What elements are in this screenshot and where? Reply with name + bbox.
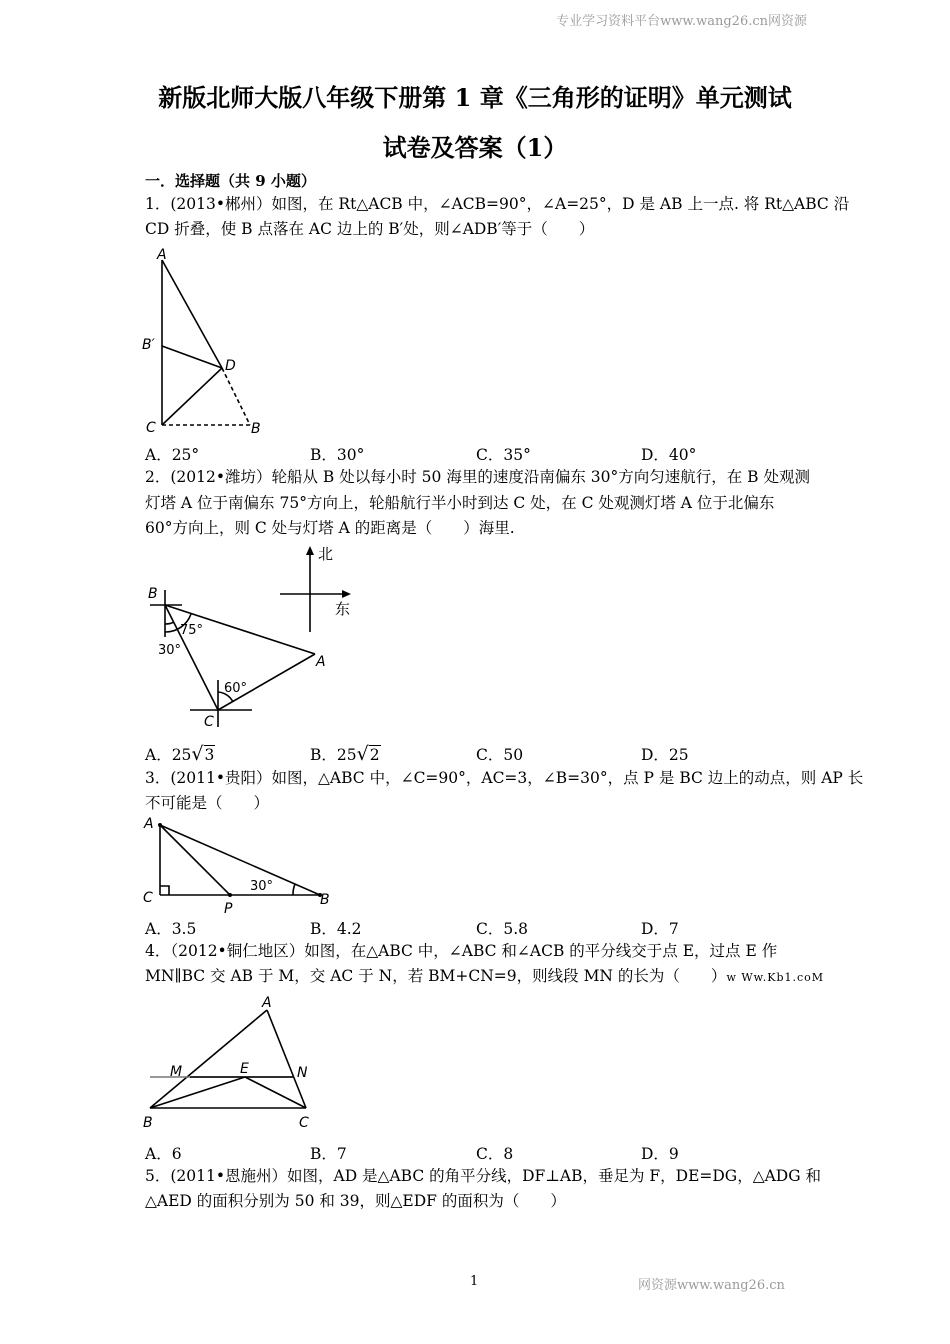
- q1-label-D: D: [225, 358, 236, 374]
- q2-label-C: C: [204, 714, 214, 730]
- q3-label-angle: 30°: [250, 879, 274, 894]
- east-arrowhead: [342, 590, 351, 598]
- q1-label-B: B: [251, 421, 261, 437]
- q2-text-line3: 60°方向上，则 C 处与灯塔 A 的距离是（ ）海里.: [145, 519, 515, 537]
- q4-option-a: A．6: [145, 1145, 182, 1163]
- q4-label-A: A: [262, 995, 272, 1011]
- q4-text-line2: [145, 966, 824, 988]
- section-heading: 一．选择题（共 9 小题）: [145, 172, 316, 190]
- q3-option-c: C．5.8: [476, 920, 529, 938]
- footer-watermark: 网资源www.wang26.cn: [638, 1278, 785, 1293]
- q2-option-d: D．25: [641, 746, 689, 764]
- q2-option-b: [310, 743, 381, 765]
- q2-text-line1: 2．(2012•潍坊）轮船从 B 处以每小时 50 海里的速度沿南偏东 30°方向匀速航行，在 B 处观测: [145, 468, 810, 486]
- q3-label-B: B: [320, 892, 330, 908]
- q4-figure: [140, 995, 330, 1135]
- q4-label-E: E: [240, 1061, 249, 1077]
- q1-text-line1: 1．(2013•郴州）如图，在 Rt△ACB 中，∠ACB=90°，∠A=25°，D 是 AB 上一点. 将 Rt△ABC 沿: [145, 195, 850, 213]
- q5-text-line1: 5．(2011•恩施州）如图，AD 是△ABC 的角平分线，DF⊥AB，垂足为 F，DE=DG，△ADG 和: [145, 1167, 822, 1185]
- q3-figure: [140, 812, 340, 917]
- q4-label-B: B: [143, 1115, 153, 1131]
- header-watermark: 专业学习资料平台www.wang26.cn网资源: [556, 14, 807, 29]
- page-title-line2: 试卷及答案（1）: [382, 133, 568, 162]
- q4-text-line2-main: MN∥BC 交 AB 于 M，交 AC 于 N，若 BM+CN=9，则线段 MN 的长为（ ）: [145, 967, 727, 985]
- page-number: 1: [470, 1274, 479, 1289]
- q1-option-a: A．25°: [145, 446, 200, 464]
- north-arrowhead: [306, 546, 314, 555]
- q1-text-line2: CD 折叠，使 B 点落在 AC 边上的 B′处，则∠ADB′等于（ ）: [145, 220, 595, 238]
- q4-label-M: M: [170, 1064, 183, 1080]
- q2-option-a: [145, 743, 215, 765]
- q3-label-A: A: [144, 816, 154, 832]
- q2-label-75: 75°: [180, 623, 204, 638]
- q4-label-N: N: [297, 1065, 308, 1081]
- q2-option-c: C．50: [476, 746, 524, 764]
- q2-option-b-radicand: 2: [369, 746, 380, 764]
- q3-point-P: [228, 893, 232, 897]
- q3-point-A: [158, 823, 162, 827]
- q3-text-line2: 不可能是（ ）: [145, 794, 270, 812]
- q1-option-c: C．35°: [476, 446, 531, 464]
- q3-option-b: B．4.2: [310, 920, 362, 938]
- q4-option-d: D．9: [641, 1145, 679, 1163]
- q3-label-P: P: [224, 901, 233, 917]
- q1-label-Bprime: B′: [142, 337, 155, 353]
- q2-label-A: A: [316, 654, 326, 670]
- q1-label-C: C: [146, 420, 156, 436]
- q4-option-c: C．8: [476, 1145, 514, 1163]
- q2-option-a-root: √3: [191, 743, 215, 765]
- q2-label-north: 北: [318, 545, 334, 563]
- q2-label-east: 东: [335, 600, 351, 618]
- q4-text-line1: 4．（2012•铜仁地区）如图，在△ABC 中，∠ABC 和∠ACB 的平分线交于点 E，过点 E 作: [145, 942, 778, 960]
- q1-option-d: D．40°: [641, 446, 697, 464]
- q1-figure: [140, 245, 280, 440]
- q2-text-line2: 灯塔 A 位于南偏东 75°方向上，轮船航行半小时到达 C 处，在 C 处观测灯塔 A 位于北偏东: [145, 494, 775, 512]
- page-title-line1: 新版北师大版八年级下册第 1 章《三角形的证明》单元测试: [158, 83, 792, 112]
- q2-label-60: 60°: [224, 681, 248, 696]
- q1-label-A: A: [157, 247, 167, 263]
- q2-label-B: B: [148, 586, 158, 602]
- q2-option-b-prefix: B．25: [310, 746, 357, 764]
- q4-watermark: w Ww.Kb1.coM: [726, 971, 825, 984]
- q2-option-b-root: √2: [356, 743, 380, 765]
- q2-label-30: 30°: [158, 643, 182, 658]
- q4-label-C: C: [299, 1115, 309, 1131]
- q2-option-a-radicand: 3: [204, 746, 215, 764]
- q5-text-line2: △AED 的面积分别为 50 和 39，则△EDF 的面积为（ ）: [145, 1192, 566, 1210]
- q3-option-a: A．3.5: [145, 920, 197, 938]
- q1-option-b: B．30°: [310, 446, 365, 464]
- q2-option-a-prefix: A．25: [145, 746, 192, 764]
- q4-option-b: B．7: [310, 1145, 347, 1163]
- q3-label-C: C: [143, 890, 153, 906]
- q2-figure: [140, 542, 360, 737]
- q3-text-line1: 3．(2011•贵阳）如图，△ABC 中，∠C=90°，AC=3，∠B=30°，点 P 是 BC 边上的动点，则 AP 长: [145, 769, 864, 787]
- q3-option-d: D．7: [641, 920, 679, 938]
